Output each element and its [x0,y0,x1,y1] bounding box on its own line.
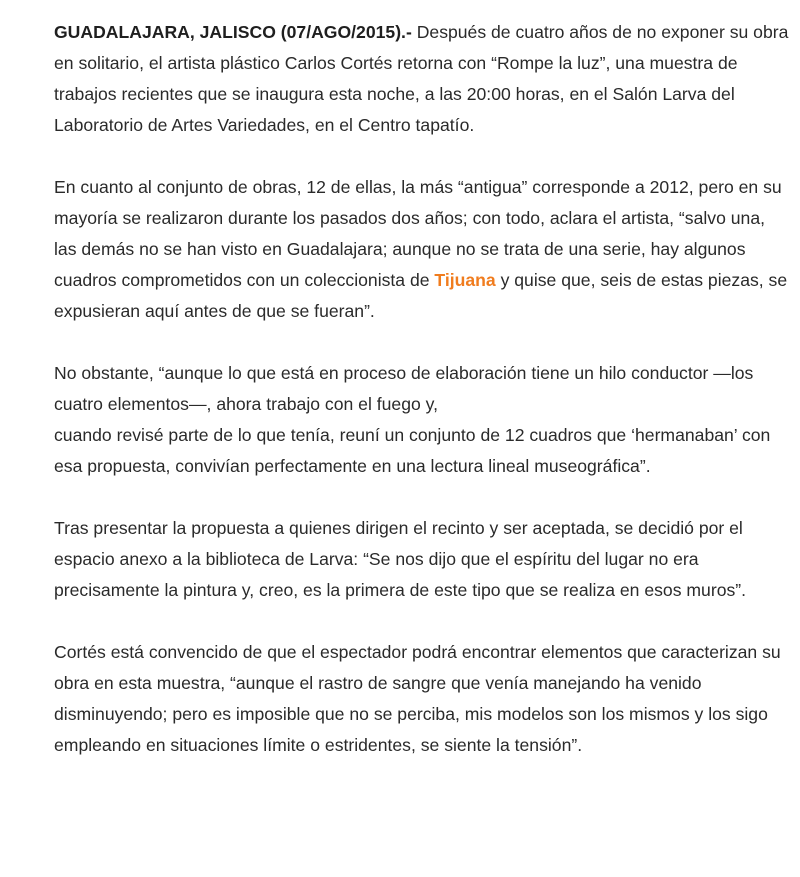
paragraph-3-line-1: No obstante, “aunque lo que está en proceso de elaboración tiene un hilo conductor —los cuatro elementos—, ahora trabajo con el fuego y, [54,363,754,414]
paragraph-2-text-before: En cuanto al conjunto de obras, 12 de ellas, la más “antigua” corresponde a 2012, pero en su mayoría se realizaron durante los pasados dos años; con todo, aclara el artista, “salvo una, las demás no se han visto en Guadalajara; aunque no se trata de una serie, hay algunos cuadros comprometidos con un coleccionista de [54,177,782,290]
paragraph-1-text: Después de cuatro años de no exponer su obra en solitario, el artista plástico Carlos Cortés retorna con “Rompe la luz”, una muestra de trabajos recientes que se inaugura esta noche, a las 20:00 horas, en el Salón Larva del Laboratorio de Artes Variedades, en el Centro tapatío. [54,22,789,135]
dateline: GUADALAJARA, JALISCO (07/AGO/2015).- [54,22,412,42]
paragraph-2 [54,172,790,327]
paragraph-2-text-after: y quise que, seis de estas piezas, se expusieran aquí antes de que se fueran”. [54,270,788,321]
paragraph-1 [54,17,790,141]
paragraph-3 [54,358,790,482]
paragraph-4: Tras presentar la propuesta a quienes dirigen el recinto y ser aceptada, se decidió por el espacio anexo a la biblioteca de Larva: “Se nos dijo que el espíritu del lugar no era precisamente la pintura y, creo, es la primera de este tipo que se realiza en esos muros”. [54,518,747,600]
paragraph-5: Cortés está convencido de que el espectador podrá encontrar elementos que caracterizan su obra en esta muestra, “aunque el rastro de sangre que venía manejando ha venido disminuyendo; pero es imposible que no se perciba, mis modelos son los mismos y los sigo empleando en situaciones límite o estridentes, se siente la tensión”. [54,642,781,755]
paragraph-3-line-2: cuando revisé parte de lo que tenía, reuní un conjunto de 12 cuadros que ‘hermanaban’ con esa propuesta, convivían perfectamente en una lectura lineal museográfica”. [54,425,771,476]
tijuana-link[interactable]: Tijuana [434,270,496,290]
